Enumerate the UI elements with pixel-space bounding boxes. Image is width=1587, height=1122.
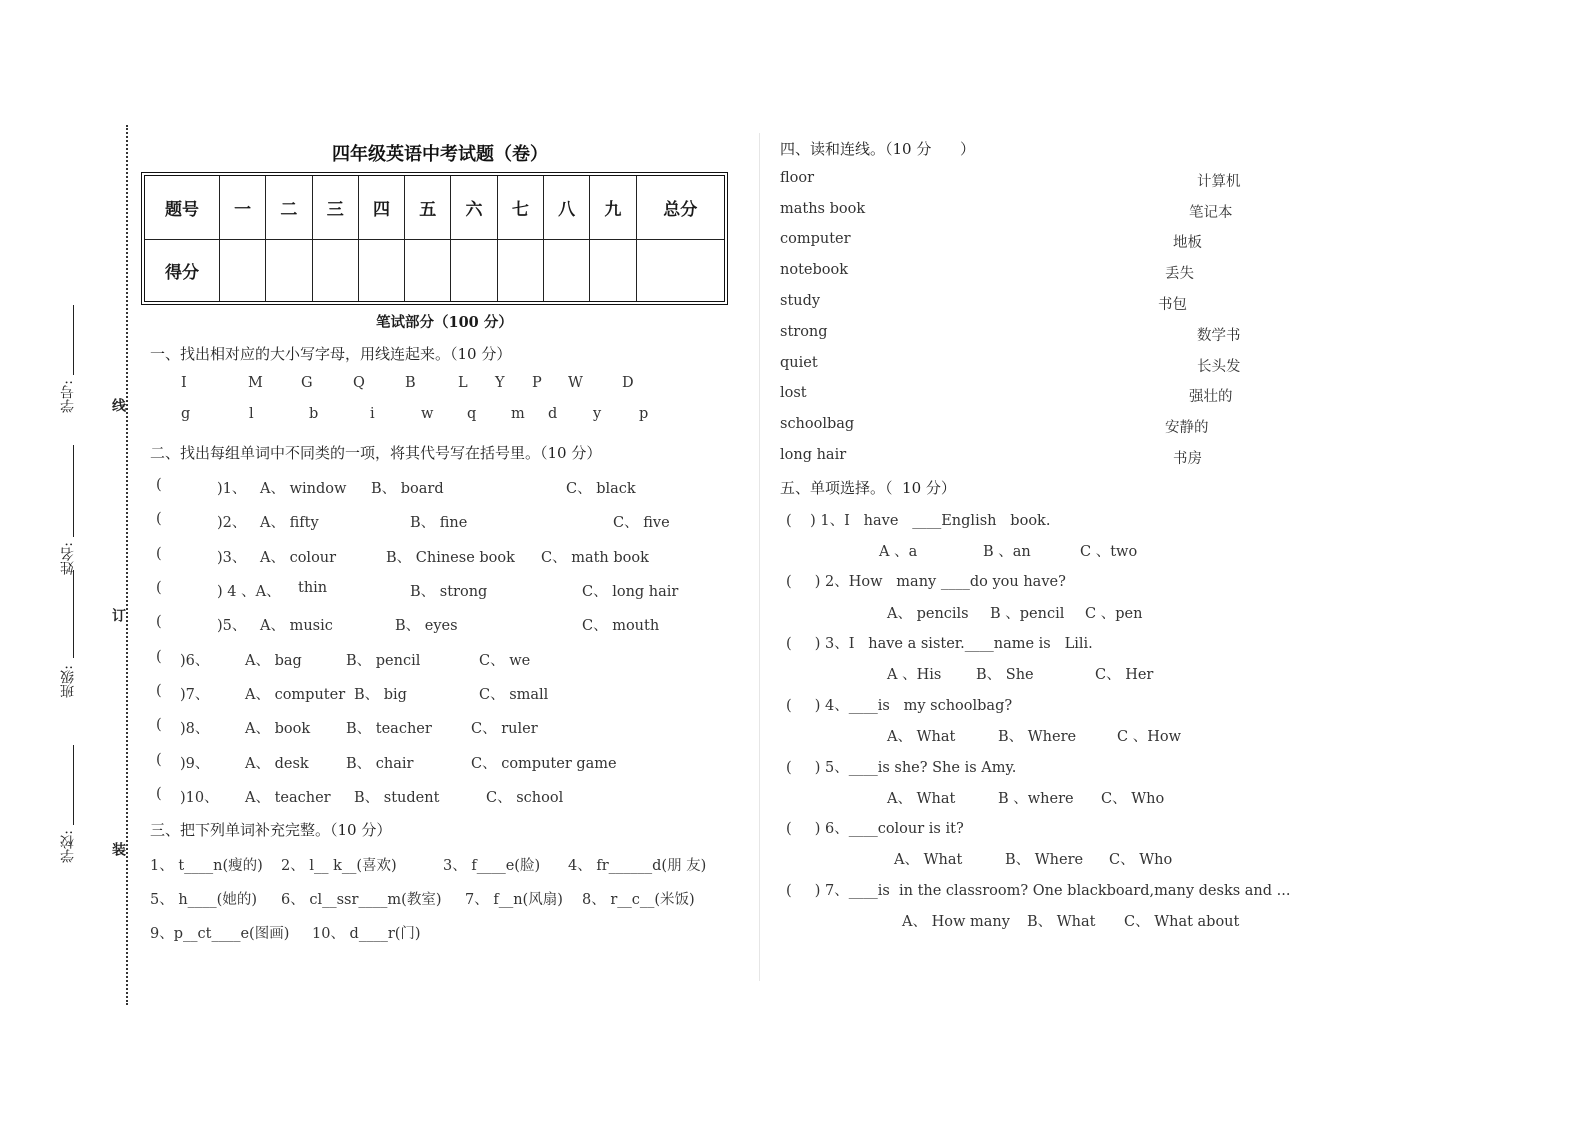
- option-a: A、 desk: [245, 756, 309, 772]
- match-left-word: notebook: [780, 262, 849, 278]
- fill-word-item[interactable]: 3、 f____e(脸): [443, 858, 541, 874]
- lowercase-letter: g: [181, 406, 191, 422]
- mc-option-a[interactable]: A 、a: [879, 544, 918, 560]
- answer-paren[interactable]: (: [156, 511, 162, 527]
- fill-word-item[interactable]: 2、 l__ k__(喜欢): [281, 858, 397, 874]
- section5-title: 五、单项选择。（ 10 分）: [780, 479, 956, 497]
- item-number: )9、: [180, 756, 210, 772]
- lowercase-letter: m: [511, 406, 525, 422]
- student-name-label: 姓名:: [60, 542, 76, 575]
- uppercase-letter: D: [622, 375, 634, 391]
- option-b: B、 student: [354, 790, 440, 806]
- item-number: )5、: [217, 618, 247, 634]
- item-number: )10、: [180, 790, 219, 806]
- class-label: 班级:: [60, 665, 76, 698]
- option-b: B、 board: [371, 481, 444, 497]
- section4-title: 四、读和连线。（10 分 ）: [780, 140, 975, 158]
- uppercase-letter: P: [532, 375, 542, 391]
- student-name-blank[interactable]: [73, 445, 74, 537]
- header-cell-6: 六: [451, 176, 497, 240]
- fill-word-item[interactable]: 5、 h____(她的): [150, 892, 257, 908]
- answer-paren[interactable]: (: [156, 614, 162, 630]
- column-separator: [759, 133, 760, 981]
- score-row-label: 得分: [145, 240, 220, 301]
- mc-option-a[interactable]: A 、His: [887, 667, 942, 683]
- mc-option-a[interactable]: A、 How many: [902, 914, 1010, 930]
- match-left-word: schoolbag: [780, 416, 855, 432]
- item-number: )6、: [180, 653, 210, 669]
- option-b: B、 pencil: [346, 653, 421, 669]
- lowercase-letter: i: [370, 406, 375, 422]
- item-number: )2、: [217, 515, 247, 531]
- item-number: )7、: [180, 687, 210, 703]
- section1-title: 一、找出相对应的大小写字母，用线连起来。（10 分）: [150, 345, 512, 363]
- mc-question-text: ( ) 7、____is in the classroom? One blackboard,many desks and ...: [786, 883, 1291, 899]
- mc-option-c[interactable]: C 、How: [1117, 729, 1181, 745]
- score-cell[interactable]: [544, 240, 590, 301]
- header-cell-7: 七: [498, 176, 544, 240]
- match-right-word: 书包: [1158, 297, 1187, 313]
- option-b: B、 chair: [346, 756, 414, 772]
- match-left-word: study: [780, 293, 821, 309]
- header-cell-2: 二: [266, 176, 312, 240]
- option-a: A、 book: [245, 721, 311, 737]
- student-number-blank[interactable]: [73, 305, 74, 375]
- option-a: A、 bag: [245, 653, 302, 669]
- class-blank[interactable]: [73, 570, 74, 658]
- option-a: A、 music: [260, 618, 333, 634]
- option-a: A、 fifty: [260, 515, 319, 531]
- fill-word-item[interactable]: 7、 f__n(风扇): [465, 892, 563, 908]
- score-table-header-row: [145, 176, 724, 240]
- item-number: )8、: [180, 721, 210, 737]
- header-cell-5: 五: [405, 176, 451, 240]
- match-right-word: 长头发: [1197, 359, 1241, 375]
- score-cell-total[interactable]: [637, 240, 724, 301]
- lowercase-letter: q: [467, 406, 477, 422]
- option-c: C、 school: [486, 790, 564, 806]
- fill-word-item[interactable]: 8、 r__c__(米饭): [582, 892, 695, 908]
- score-cell[interactable]: [220, 240, 266, 301]
- score-cell[interactable]: [359, 240, 405, 301]
- score-table-score-row: [145, 240, 724, 301]
- binding-dotted-rule: [126, 125, 128, 1005]
- item-number: )3、: [217, 550, 247, 566]
- mc-question-text: ( ) 2、How many ____do you have?: [786, 574, 1066, 590]
- match-right-word: 地板: [1173, 235, 1202, 251]
- answer-paren[interactable]: (: [156, 717, 162, 733]
- option-a: thin: [298, 580, 328, 596]
- uppercase-letter: M: [248, 375, 263, 391]
- option-c: C、 mouth: [582, 618, 660, 634]
- option-c: C、 math book: [541, 550, 649, 566]
- answer-paren[interactable]: (: [156, 683, 162, 699]
- mc-option-c[interactable]: C、 Who: [1109, 852, 1173, 868]
- section2-title: 二、找出每组单词中不同类的一项，将其代号写在括号里。（10 分）: [150, 444, 602, 462]
- score-cell[interactable]: [451, 240, 497, 301]
- item-number: )1、: [217, 481, 247, 497]
- binding-mark-line: 线: [110, 398, 126, 412]
- uppercase-letter: G: [301, 375, 313, 391]
- match-left-word: strong: [780, 324, 828, 340]
- mc-option-b[interactable]: B、 She: [976, 667, 1034, 683]
- match-right-word: 数学书: [1197, 328, 1241, 344]
- mc-option-c[interactable]: C、 Her: [1095, 667, 1154, 683]
- header-cell-label: 题号: [145, 176, 220, 240]
- score-cell[interactable]: [590, 240, 636, 301]
- mc-question-text: ( ) 5、____is she? She is Amy.: [786, 760, 1017, 776]
- binding-mark-bind: 装: [110, 842, 126, 856]
- header-cell-1: 一: [220, 176, 266, 240]
- mc-option-c[interactable]: C 、pen: [1085, 606, 1143, 622]
- header-cell-9: 九: [590, 176, 636, 240]
- header-cell-4: 四: [359, 176, 405, 240]
- mc-option-c[interactable]: C、 Who: [1101, 791, 1165, 807]
- mc-question-text: ( ) 4、____is my schoolbag?: [786, 698, 1013, 714]
- option-a: A、 computer: [245, 687, 346, 703]
- mc-option-b[interactable]: B、 Where: [998, 729, 1077, 745]
- school-label: 学校:: [60, 830, 76, 863]
- fill-word-item[interactable]: 6、 cl__ssr____m(教室): [281, 892, 442, 908]
- mc-option-c[interactable]: C 、two: [1080, 544, 1138, 560]
- match-left-word: maths book: [780, 201, 866, 217]
- score-cell[interactable]: [266, 240, 312, 301]
- mc-option-b[interactable]: B 、pencil: [990, 606, 1065, 622]
- item-number: ) 4 、A、: [217, 584, 281, 600]
- option-c: C、 long hair: [582, 584, 679, 600]
- answer-paren[interactable]: (: [156, 752, 162, 768]
- option-b: B、 eyes: [395, 618, 458, 634]
- section3-title: 三、把下列单词补充完整。（10 分）: [150, 821, 392, 839]
- match-left-word: long hair: [780, 447, 847, 463]
- mc-question-text: ( ) 1、I have ____English book.: [786, 513, 1051, 529]
- answer-paren[interactable]: (: [156, 477, 162, 493]
- mc-question-text: ( ) 3、I have a sister.____name is Lili.: [786, 636, 1093, 652]
- lowercase-letter: b: [309, 406, 319, 422]
- option-b: B、 Chinese book: [386, 550, 515, 566]
- option-a: A、 teacher: [245, 790, 331, 806]
- lowercase-letter: w: [421, 406, 434, 422]
- fill-word-item[interactable]: 10、 d____r(门): [312, 926, 421, 942]
- option-c: C、 computer game: [471, 756, 617, 772]
- mc-option-b[interactable]: B 、where: [998, 791, 1074, 807]
- option-c: C、 ruler: [471, 721, 538, 737]
- option-c: C、 black: [566, 481, 636, 497]
- match-right-word: 书房: [1173, 451, 1202, 467]
- uppercase-letter: B: [405, 375, 416, 391]
- option-c: C、 we: [479, 653, 531, 669]
- lowercase-letter: p: [639, 406, 649, 422]
- uppercase-letter: I: [181, 375, 187, 391]
- mc-option-b[interactable]: B、 What: [1027, 914, 1096, 930]
- uppercase-letter: W: [568, 375, 583, 391]
- uppercase-letter: Y: [495, 375, 505, 391]
- score-cell[interactable]: [498, 240, 544, 301]
- mc-option-b[interactable]: B 、an: [983, 544, 1031, 560]
- match-right-word: 安静的: [1165, 420, 1209, 436]
- score-cell[interactable]: [313, 240, 359, 301]
- fill-word-item[interactable]: 9、p__ct____e(图画): [150, 926, 290, 942]
- match-right-word: 计算机: [1197, 174, 1241, 190]
- match-left-word: lost: [780, 385, 807, 401]
- mc-option-a[interactable]: A、 What: [887, 791, 956, 807]
- header-cell-8: 八: [544, 176, 590, 240]
- answer-paren[interactable]: (: [156, 546, 162, 562]
- mc-option-a[interactable]: A、 What: [894, 852, 963, 868]
- match-left-word: computer: [780, 231, 851, 247]
- lowercase-letter: d: [548, 406, 558, 422]
- score-cell[interactable]: [405, 240, 451, 301]
- fill-word-item[interactable]: 1、 t____n(瘦的): [150, 858, 263, 874]
- match-left-word: quiet: [780, 355, 818, 371]
- school-blank[interactable]: [73, 745, 74, 825]
- header-cell-3: 三: [313, 176, 359, 240]
- option-b: B、 teacher: [346, 721, 432, 737]
- mc-option-b[interactable]: B、 Where: [1005, 852, 1084, 868]
- option-a: A、 colour: [260, 550, 337, 566]
- answer-paren[interactable]: (: [156, 580, 162, 596]
- header-cell-total: 总分: [637, 176, 724, 240]
- uppercase-letter: L: [458, 375, 468, 391]
- fill-word-item[interactable]: 4、 fr______d(朋 友): [568, 858, 707, 874]
- written-part-title: 笔试部分（100 分）: [376, 314, 513, 331]
- score-table: [141, 172, 728, 305]
- lowercase-letter: y: [593, 406, 602, 422]
- answer-paren[interactable]: (: [156, 786, 162, 802]
- lowercase-letter: l: [249, 406, 254, 422]
- option-b: B、 strong: [410, 584, 488, 600]
- match-right-word: 笔记本: [1189, 205, 1233, 221]
- answer-paren[interactable]: (: [156, 649, 162, 665]
- mc-option-c[interactable]: C、 What about: [1124, 914, 1240, 930]
- student-number-label: 学号:: [60, 380, 76, 413]
- match-left-word: floor: [780, 170, 815, 186]
- mc-option-a[interactable]: A、 pencils: [887, 606, 969, 622]
- mc-option-a[interactable]: A、 What: [887, 729, 956, 745]
- uppercase-letter: Q: [353, 375, 365, 391]
- binding-mark-staple: 订: [110, 608, 126, 622]
- mc-question-text: ( ) 6、____colour is it?: [786, 821, 964, 837]
- page-title: 四年级英语中考试题（卷）: [332, 144, 548, 165]
- match-right-word: 丢失: [1165, 266, 1194, 282]
- option-b: B、 big: [354, 687, 407, 703]
- option-c: C、 small: [479, 687, 549, 703]
- match-right-word: 强壮的: [1189, 389, 1233, 405]
- option-c: C、 five: [613, 515, 670, 531]
- option-a: A、 window: [260, 481, 347, 497]
- option-b: B、 fine: [410, 515, 468, 531]
